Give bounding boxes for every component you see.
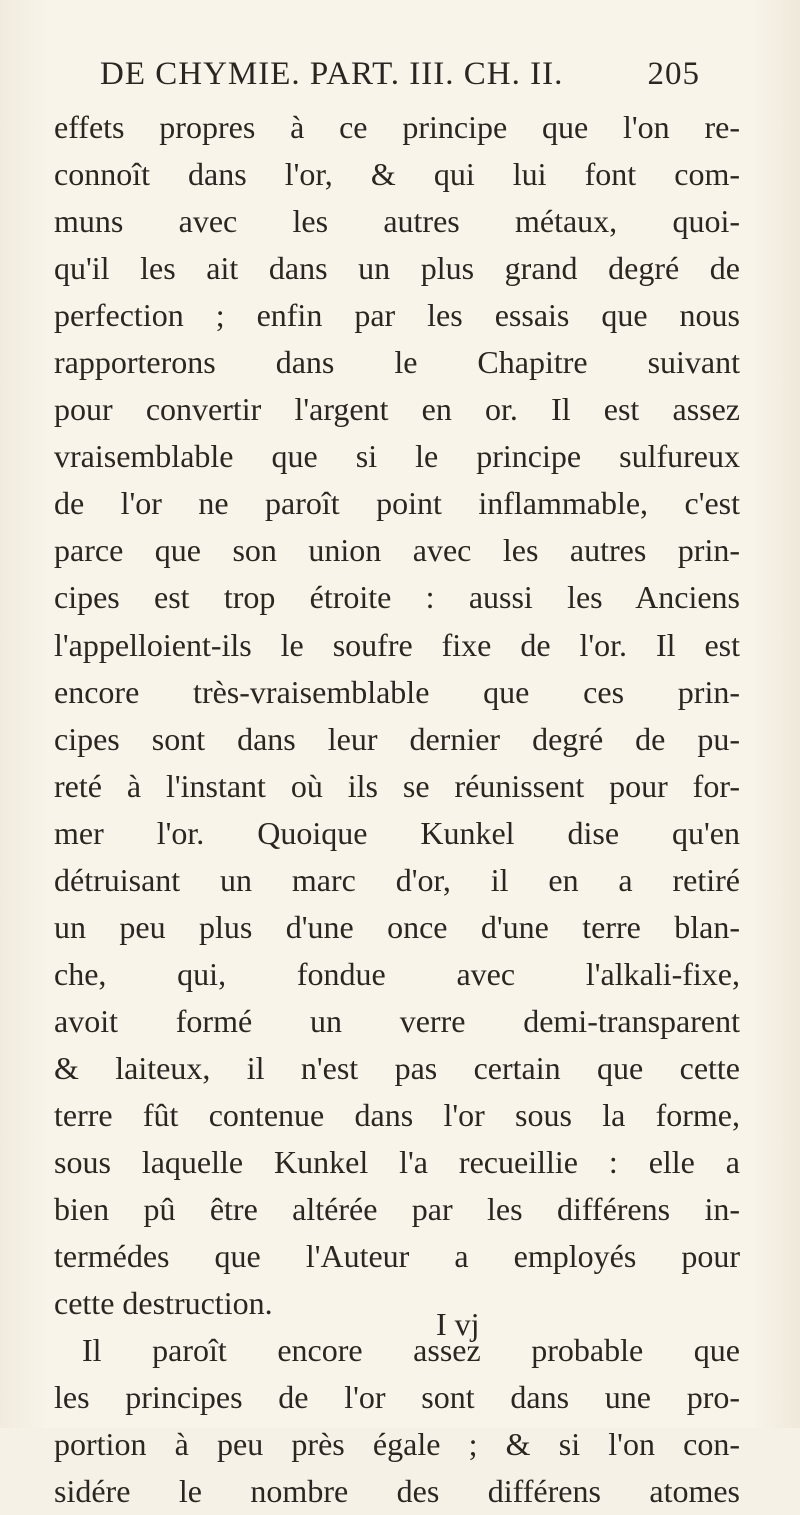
text-line: reté à l'instant où ils se réunissent pour for-: [54, 767, 740, 804]
text-line: sidére le nombre des différens atomes: [54, 1473, 740, 1510]
text-line: che, qui, fondue avec l'alkali-fixe,: [54, 955, 740, 992]
text-line: & laiteux, il n'est pas certain que cette: [54, 1049, 740, 1086]
running-header: [100, 56, 700, 100]
text-line: cipes est trop étroite : aussi les Anciens: [54, 579, 740, 616]
text-line: bien pû être altérée par les différens in-: [54, 1191, 740, 1228]
text-line: qu'il les ait dans un plus grand degré de: [54, 250, 740, 287]
text-line: de l'or ne paroît point inflammable, c'est: [54, 485, 740, 522]
text-line: cette destruction.: [54, 1285, 273, 1322]
text-line: effets propres à ce principe que l'on re-: [54, 109, 740, 145]
page-number: 205: [647, 56, 700, 92]
text-line: avoit formé un verre demi-transparent: [54, 1002, 740, 1039]
text-line: parce que son union avec les autres prin-: [54, 532, 740, 569]
text-line: portion à peu près égale ; & si l'on con-: [54, 1426, 740, 1463]
running-title: DE CHYMIE. PART. III. CH. II.: [100, 56, 564, 92]
text-line: l'appelloient-ils le soufre fixe de l'or. Il est: [54, 626, 740, 663]
text-line: encore très-vraisemblable que ces prin-: [54, 673, 740, 710]
text-line: perfection ; enfin par les essais que nous: [54, 297, 740, 334]
text-line: rapporterons dans le Chapitre suivant: [54, 344, 740, 381]
text-line: terre fût contenue dans l'or sous la forme,: [54, 1096, 740, 1133]
text-line: connoît dans l'or, & qui lui font com-: [54, 156, 740, 193]
text-line: termédes que l'Auteur a employés pour: [54, 1238, 740, 1275]
text-line: les principes de l'or sont dans une pro-: [54, 1379, 740, 1416]
text-line: pour convertir l'argent en or. Il est assez: [54, 391, 740, 428]
text-line: sous laquelle Kunkel l'a recueillie : elle a: [54, 1144, 740, 1181]
text-line: un peu plus d'une once d'une terre blan-: [54, 908, 740, 945]
signature-mark: I vj: [436, 1306, 480, 1342]
text-line: cipes sont dans leur dernier degré de pu-: [54, 720, 740, 757]
text-line: mer l'or. Quoique Kunkel dise qu'en: [54, 814, 740, 851]
text-line: détruisant un marc d'or, il en a retiré: [54, 861, 740, 898]
paragraph-first-line: Il paroît encore assez probable que: [82, 1332, 740, 1369]
body-text: [54, 104, 740, 1515]
text-line: muns avec les autres métaux, quoi-: [54, 203, 740, 240]
text-line: vraisemblable que si le principe sulfureux: [54, 438, 740, 475]
